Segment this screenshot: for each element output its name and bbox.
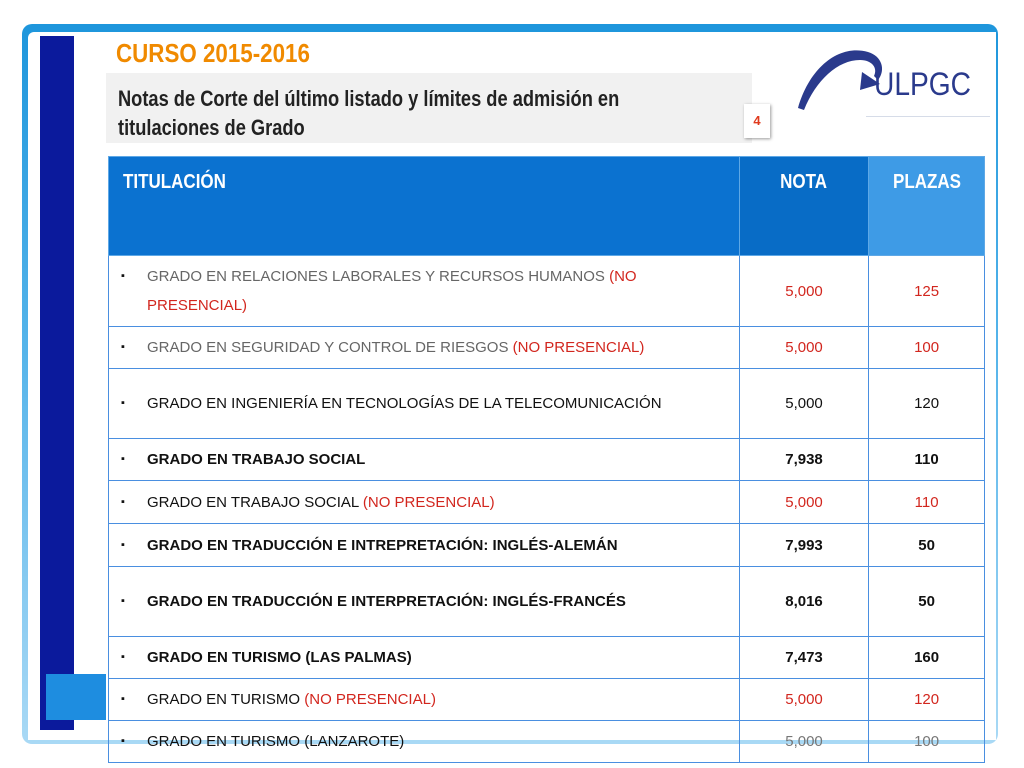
nota-cell: 5,000 [739, 369, 868, 439]
left-accent-bar [40, 36, 74, 730]
page-title: CURSO 2015-2016 [116, 38, 310, 68]
nota-cell: 7,473 [739, 637, 868, 679]
logo-text: ULPGC [874, 66, 972, 102]
degree-name: GRADO EN TRADUCCIÓN E INTREPRETACIÓN: INGLÉS-ALEMÁN [147, 536, 618, 554]
nota-cell: 7,993 [739, 524, 868, 567]
plazas-cell: 160 [869, 637, 985, 679]
admission-table [108, 156, 985, 763]
plazas-cell: 110 [869, 439, 985, 481]
plazas-cell: 100 [869, 721, 985, 763]
table-row [109, 567, 985, 637]
nota-cell: 5,000 [739, 327, 868, 369]
nota-cell: 8,016 [739, 567, 868, 637]
table-row [109, 327, 985, 369]
bullet-icon: ▪ [121, 693, 125, 705]
degree-name: GRADO EN TRADUCCIÓN E INTERPRETACIÓN: INGLÉS-FRANCÉS [147, 593, 626, 610]
bullet-icon: ▪ [121, 341, 125, 353]
bullet-icon: ▪ [121, 495, 125, 508]
bullet-icon: ▪ [121, 270, 125, 282]
nota-cell: 5,000 [739, 721, 868, 763]
slide-number: 4 [744, 104, 770, 138]
table-row [109, 256, 985, 327]
plazas-cell: 120 [869, 679, 985, 721]
table-header-row [109, 157, 985, 256]
logo-divider [866, 116, 990, 117]
bullet-icon: ▪ [121, 651, 125, 663]
plazas-cell: 125 [869, 256, 985, 327]
table-row [109, 369, 985, 439]
table-row [109, 679, 985, 721]
table-row [109, 524, 985, 567]
degree-name: GRADO EN TURISMO (NO PRESENCIAL) [147, 691, 436, 708]
degree-name: GRADO EN TURISMO (LANZAROTE) [147, 733, 405, 750]
degree-name: GRADO EN RELACIONES LABORALES Y RECURSOS HUMANOS (NO PRESENCIAL) [147, 268, 637, 314]
degree-name: GRADO EN TRABAJO SOCIAL [147, 451, 366, 468]
table-row [109, 637, 985, 679]
nota-cell: 5,000 [739, 481, 868, 524]
degree-name: GRADO EN TURISMO (LAS PALMAS) [147, 649, 412, 666]
plazas-cell: 100 [869, 327, 985, 369]
table-row [109, 439, 985, 481]
plazas-cell: 120 [869, 369, 985, 439]
degree-name: GRADO EN INGENIERÍA EN TECNOLOGÍAS DE LA TELECOMUNICACIÓN [147, 395, 662, 412]
bullet-icon: ▪ [121, 397, 125, 409]
column-header-nota: NOTA [739, 157, 868, 256]
bullet-icon: ▪ [121, 595, 125, 607]
plazas-cell: 50 [869, 567, 985, 637]
nota-cell: 5,000 [739, 256, 868, 327]
left-accent-block [46, 674, 106, 720]
plazas-cell: 110 [869, 481, 985, 524]
bullet-icon: ▪ [121, 453, 125, 465]
degree-name: GRADO EN TRABAJO SOCIAL (NO PRESENCIAL) [147, 493, 495, 511]
column-header-plazas: PLAZAS [869, 157, 985, 256]
column-header-titulacion: TITULACIÓN [109, 157, 740, 256]
nota-cell: 5,000 [739, 679, 868, 721]
plazas-cell: 50 [869, 524, 985, 567]
degree-name: GRADO EN SEGURIDAD Y CONTROL DE RIESGOS (NO PRESENCIAL) [147, 339, 645, 356]
bullet-icon: ▪ [121, 538, 125, 551]
table-row [109, 481, 985, 524]
nota-cell: 7,938 [739, 439, 868, 481]
table-row [109, 721, 985, 763]
bullet-icon: ▪ [121, 735, 125, 747]
page-subtitle: Notas de Corte del último listado y límites de admisión en titulaciones de Grado [118, 86, 620, 140]
